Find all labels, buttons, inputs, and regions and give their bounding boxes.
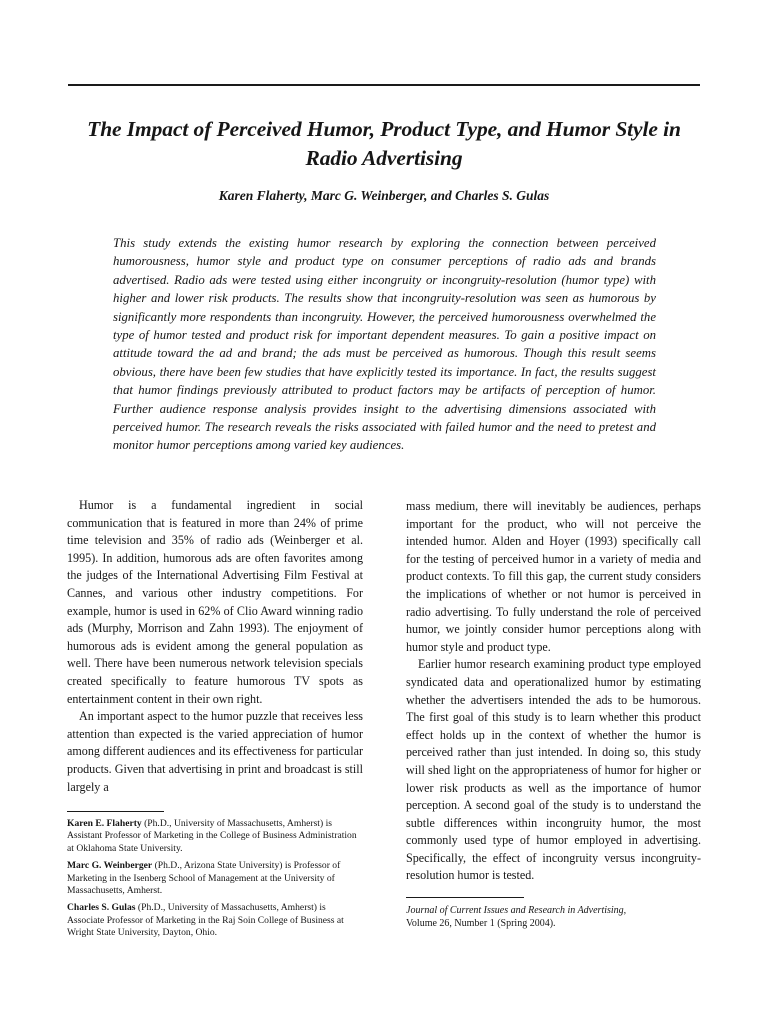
journal-rule xyxy=(406,897,524,898)
body-paragraph: Earlier humor research examining product type employed syndicated data and operationalized humor by estimating whether the advertisers intended the ads to be humorous. The first goal of this study is to learn whether this product effect holds up in the context of whether the humor is perceived rather than just intended. In doing so, this study will shed light on the appropriateness of humor for higher or lower risk products as well as the importance of humor perception. A second goal of the study is to understand the subtle differences within incongruity humor, the most commonly used type of humor employed in advertising. Specifically, the effect of incongruity versus incongruity-resolution humor is tested. xyxy=(406,657,701,883)
abstract: This study extends the existing humor research by exploring the connection between perceived humorousness, humor style and product type on consumer perceptions of radio ads and brands advertised. Radio ads were tested using either incongruity or incongruity-resolution (humor type) with higher and lower risk products. The results show that incongruity-resolution was seen as humorous by significantly more respondents than incongruity. However, the perceived humorousness overwhelmed the type of humor tested and product risk for important dependent measures. To gain a positive impact on attitude toward the ad and brand; the ads must be perceived as humorous. Though this result seems obvious, there have been few studies that have explicitly tested its importance. In fact, the results suggest that humor findings previously attributed to product factors may be artifacts of perception of humor. Further audience response analysis provides insight to the advertising dimensions associated with perceived humor. The research reveals the risks associated with failed humor and the need to pretest and monitor humor perceptions among varied key audiences. xyxy=(113,236,656,453)
author-footnotes xyxy=(67,818,363,945)
body-paragraph: mass medium, there will inevitably be audiences, perhaps important for the product, who will not perceive the intended humor. Alden and Hoyer (1993) specifically call for the testing of perceived humor in a variety of media and product contexts. To fill this gap, the current study considers the implications of whether or not humor is perceived in radio advertising. To fully understand the role of perceived humor, we jointly consider humor perceptions along with humor style and product type. xyxy=(406,499,701,654)
author-note xyxy=(67,818,363,855)
author-note xyxy=(67,860,363,897)
author-note-text: (Ph.D., Arizona State University) is Professor of Marketing in the Isenberg School of Management at the University of Massachusetts, Amherst. xyxy=(67,860,341,897)
article-authors: Karen Flaherty, Marc G. Weinberger, and Charles S. Gulas xyxy=(218,188,550,203)
journal-name: Journal of Current Issues and Research in Advertising, xyxy=(406,905,627,916)
author-note-name: Marc G. Weinberger xyxy=(67,860,153,872)
body-paragraph: An important aspect to the humor puzzle that receives less attention than expected is the varied appreciation of humor among different audiences and its effectiveness for particular products. Given that advertising in print and broadcast is still largely a xyxy=(67,709,363,794)
author-note-name: Karen E. Flaherty xyxy=(67,818,142,829)
author-note-text: (Ph.D., University of Massachusetts, Amherst) is Assistant Professor of Marketing in the College of Business Administration at Oklahoma State University. xyxy=(67,818,357,854)
author-note xyxy=(67,902,363,939)
body-paragraph: Humor is a fundamental ingredient in social communication that is featured in more than 24% of prime time television and 35% of radio ads (Weinberger et al. 1995). In addition, humorous ads are often favorites among the judges of the International Advertising Film Festival at Cannes, and various other industry competitions. For example, humor is used in 62% of Clio Award winning radio ads (Murphy, Morrison and Zahn 1993). The enjoyment of humorous ads is evident among the general population as well. There have been numerous network television specials created specifically to feature humorous TV spots as entertainment content in their own right. xyxy=(67,498,363,706)
author-note-text: (Ph.D., University of Massachusetts, Amherst) is Associate Professor of Marketing in the Raj Soin College of Business at Wright State University, Dayton, Ohio. xyxy=(67,902,344,939)
top-rule xyxy=(68,84,700,86)
author-note-name: Charles S. Gulas xyxy=(67,902,136,914)
body-column-left xyxy=(67,497,363,796)
journal-citation xyxy=(406,905,706,930)
body-column-right xyxy=(406,498,701,885)
journal-volume: Volume 26, Number 1 (Spring 2004). xyxy=(406,917,556,929)
article-title: The Impact of Perceived Humor, Product Type, and Humor Style in Radio Advertising xyxy=(87,117,681,170)
footnote-rule xyxy=(67,811,164,812)
